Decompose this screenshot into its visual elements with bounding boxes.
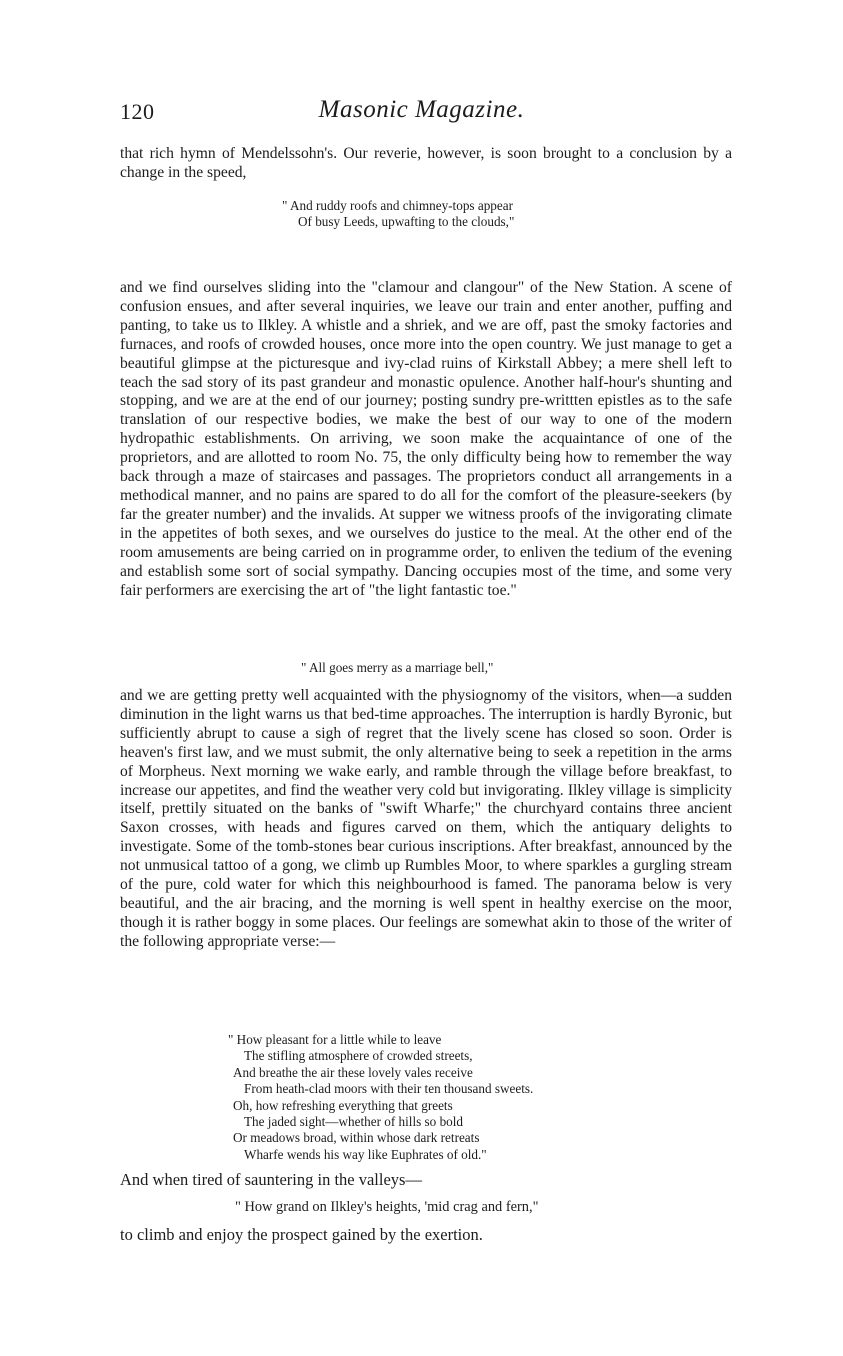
paragraph-closing: to climb and enjoy the prospect gained by the exertion.	[120, 1225, 483, 1244]
quote-line: " How grand on Ilkley's heights, 'mid crag and fern,"	[235, 1199, 539, 1215]
quote-line: " And ruddy roofs and chimney-tops appear	[282, 198, 513, 213]
verse-quote	[228, 1032, 533, 1163]
quote-line: " All goes merry as a marriage bell,"	[301, 660, 494, 675]
verse-line: From heath-clad moors with their ten thousand sweets.	[244, 1081, 534, 1097]
quote-ilkley-heights	[235, 1199, 538, 1215]
paragraph-journey: and we find ourselves sliding into the "clamour and clangour" of the New Station. A scene of confusion ensues, and after several inquiries, we leave our train and enter another, puffing and panting, to take us to Ilkley. A whistle and a shriek, and we are off, past the smoky factories and furnaces, and roofs of crowded houses, once more into the open country. We just manage to get a beautiful glimpse at the picturesque and ivy-clad ruins of Kirkstall Abbey; a mere shell left to teach the sad story of its past grandeur and monastic opulence. Another half-hour's shunting and stopping, and we are at the end of our journey; posting sundry pre-writtten epistles as to the safe translation of our respective bodies, we make the best of our way to one of the modern hydropathic establishments. On arriving, we soon make the acquaintance of one of the proprietors, and are allotted to room No. 75, the only difficulty being how to remember the way back through a maze of staircases and passages. The proprietors conduct all arrangements in a methodical manner, and no pains are spared to do all for the comfort of the pleasure-seekers (by far the greater number) and the invalids. At supper we witness proofs of the invigorating climate in the appetites of both sexes, and we ourselves do justice to the meal. At the other end of the room amusements are being carried on in programme order, to enliven the tedium of the evening and establish some sort of social sympathy. Dancing occupies most of the time, and some very fair performers are exercising the art of "the light fantastic toe."	[120, 279, 732, 599]
verse-line: Or meadows broad, within whose dark retreats	[233, 1130, 480, 1146]
paragraph-valleys: And when tired of sauntering in the valleys—	[120, 1170, 422, 1189]
paragraph-opening: that rich hymn of Mendelssohn's. Our reverie, however, is soon brought to a conclusion by a change in the speed,	[120, 145, 732, 181]
quote-line: Of busy Leeds, upwafting to the clouds,"	[298, 214, 515, 230]
verse-line: Oh, how refreshing everything that greets	[233, 1097, 453, 1113]
verse-line: " How pleasant for a little while to leave	[228, 1032, 442, 1047]
verse-line: Wharfe wends his way like Euphrates of old."	[244, 1146, 487, 1162]
quote-marriage-bell	[301, 660, 493, 676]
page-number: 120	[120, 99, 155, 124]
paragraph-ilkley: and we are getting pretty well acquainted with the physiognomy of the visitors, when—a sudden diminution in the light warns us that bed-time approaches. The interruption is hardly Byronic, but sufficiently abrupt to cause a sigh of regret that the lively scene has closed so soon. Order is heaven's first law, and we must submit, the only alternative being to seek a repetition in the arms of Morpheus. Next morning we wake early, and ramble through the village before breakfast, to increase our appetites, and find the weather very cold but invigorating. Ilkley village is simplicity itself, prettily situated on the banks of "swift Wharfe;" the churchyard contains three ancient Saxon crosses, with heads and figures carved on them, which the antiquary delights to investigate. Some of the tomb-stones bear curious inscriptions. After breakfast, announced by the not unmusical tattoo of a gong, we climb up Rumbles Moor, to where sparkles a gurgling stream of the pure, cold water for which this neighbourhood is famed. The panorama below is very beautiful, and the air bracing, and the morning is well spent in healthy exercise on the moor, though it is rather boggy in some places. Our feelings are somewhat akin to those of the writer of the following appropriate verse:—	[120, 687, 732, 950]
quote-leeds	[282, 198, 514, 231]
verse-line: The jaded sight—whether of hills so bold	[244, 1114, 464, 1130]
running-title: Masonic Magazine.	[318, 96, 525, 123]
verse-line: The stifling atmosphere of crowded streets,	[244, 1048, 473, 1064]
verse-line: And breathe the air these lovely vales receive	[233, 1064, 473, 1080]
